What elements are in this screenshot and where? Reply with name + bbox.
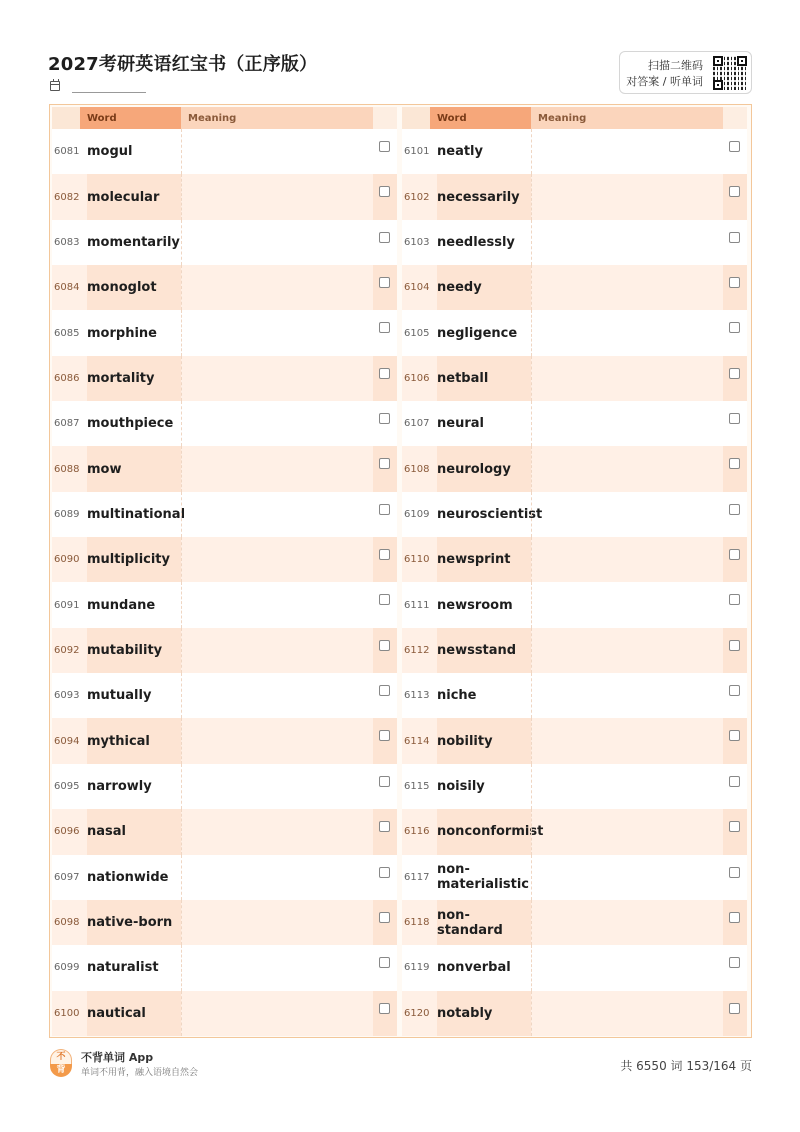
check-cell	[723, 900, 747, 945]
meaning-blank[interactable]	[531, 537, 723, 582]
word-text: mortality	[87, 356, 181, 401]
check-cell	[373, 446, 397, 491]
checkbox[interactable]	[379, 368, 390, 379]
check-cell	[723, 718, 747, 763]
word-text: newsstand	[437, 628, 531, 673]
table-row	[402, 401, 747, 446]
check-cell	[373, 356, 397, 401]
checkbox[interactable]	[379, 912, 390, 923]
checkbox[interactable]	[379, 821, 390, 832]
meaning-blank[interactable]	[181, 582, 373, 627]
app-logo	[50, 1049, 72, 1077]
checkbox[interactable]	[379, 413, 390, 424]
word-number: 6119	[404, 962, 430, 974]
word-text: molecular	[87, 174, 181, 219]
checkbox[interactable]	[379, 776, 390, 787]
check-cell	[373, 718, 397, 763]
left-rows	[52, 129, 397, 1036]
word-text: nationwide	[87, 869, 169, 885]
left-column	[52, 107, 397, 1036]
word-text: niche	[437, 688, 477, 704]
date-blank-line	[72, 92, 146, 93]
word-number: 6087	[54, 418, 80, 430]
word-text: notably	[437, 991, 531, 1036]
table-row	[52, 718, 397, 763]
meaning-blank[interactable]	[181, 900, 373, 945]
checkbox[interactable]	[379, 640, 390, 651]
word-number: 6096	[54, 826, 80, 838]
word-number: 6120	[404, 1007, 430, 1019]
check-cell	[373, 855, 397, 900]
word-number: 6088	[54, 463, 80, 475]
table-row	[402, 129, 747, 174]
table-row	[402, 900, 747, 945]
table-row	[52, 129, 397, 174]
table-row	[52, 628, 397, 673]
qr-text-line1: 扫描二维码	[648, 59, 703, 72]
word-number: 6097	[54, 871, 80, 883]
table-row	[402, 945, 747, 990]
word-number: 6112	[404, 644, 430, 656]
qr-code-icon[interactable]	[713, 56, 747, 90]
checkbox[interactable]	[729, 504, 740, 515]
word-number: 6107	[404, 418, 430, 430]
checkbox[interactable]	[729, 685, 740, 696]
meaning-blank[interactable]	[181, 310, 373, 355]
checkbox[interactable]	[379, 186, 390, 197]
meaning-blank[interactable]	[531, 628, 723, 673]
meaning-blank[interactable]	[531, 945, 723, 990]
table-header	[402, 107, 747, 129]
app-name: 不背单词 App	[81, 1051, 154, 1064]
word-number: 6104	[404, 282, 430, 294]
check-cell	[373, 310, 397, 355]
meaning-blank[interactable]	[181, 537, 373, 582]
checkbox[interactable]	[729, 594, 740, 605]
word-number: 6093	[54, 690, 80, 702]
word-text: non-standard	[437, 900, 531, 945]
checkbox[interactable]	[729, 277, 740, 288]
word-number: 6114	[404, 735, 430, 747]
checkbox[interactable]	[379, 867, 390, 878]
checkbox[interactable]	[729, 549, 740, 560]
word-text: nobility	[437, 718, 531, 763]
meaning-blank[interactable]	[531, 446, 723, 491]
table-row	[52, 310, 397, 355]
meaning-blank[interactable]	[181, 718, 373, 763]
table-row	[402, 809, 747, 854]
word-text: newsroom	[437, 597, 513, 613]
checkbox[interactable]	[729, 141, 740, 152]
meaning-blank[interactable]	[181, 673, 373, 718]
meaning-blank[interactable]	[531, 356, 723, 401]
header-check-cell	[373, 107, 397, 129]
table-row	[402, 265, 747, 310]
checkbox[interactable]	[379, 957, 390, 968]
checkbox[interactable]	[379, 1003, 390, 1014]
checkbox[interactable]	[379, 232, 390, 243]
word-number: 6098	[54, 917, 80, 929]
checkbox[interactable]	[729, 458, 740, 469]
meaning-blank[interactable]	[531, 718, 723, 763]
checkbox[interactable]	[379, 504, 390, 515]
meaning-blank[interactable]	[181, 809, 373, 854]
table-row	[52, 855, 397, 900]
table-row	[402, 310, 747, 355]
word-text: mogul	[87, 144, 133, 160]
checkbox[interactable]	[379, 458, 390, 469]
meaning-blank[interactable]	[181, 129, 373, 174]
checkbox[interactable]	[379, 730, 390, 741]
check-cell	[723, 855, 747, 900]
table-row	[52, 356, 397, 401]
word-number: 6110	[404, 554, 430, 566]
word-table	[49, 104, 752, 1038]
meaning-blank[interactable]	[181, 945, 373, 990]
word-text: necessarily	[437, 174, 531, 219]
table-row	[52, 492, 397, 537]
check-cell	[723, 174, 747, 219]
checkbox[interactable]	[729, 413, 740, 424]
table-row	[402, 220, 747, 265]
check-cell	[723, 673, 747, 718]
calendar-icon	[50, 81, 60, 91]
meaning-blank[interactable]	[531, 809, 723, 854]
qr-instructions	[626, 58, 703, 90]
checkbox[interactable]	[729, 821, 740, 832]
check-cell	[723, 401, 747, 446]
word-text: nautical	[87, 991, 181, 1036]
word-number: 6091	[54, 599, 80, 611]
table-row	[52, 537, 397, 582]
word-number: 6094	[54, 735, 80, 747]
word-number: 6105	[404, 327, 430, 339]
checkbox[interactable]	[729, 1003, 740, 1014]
page-title: 2027考研英语红宝书（正序版）	[48, 54, 318, 75]
qr-finder	[737, 56, 747, 66]
check-cell	[373, 129, 397, 174]
word-number: 6084	[54, 282, 80, 294]
word-number: 6117	[404, 871, 430, 883]
meaning-blank[interactable]	[531, 991, 723, 1036]
table-row	[402, 537, 747, 582]
header-check-cell	[723, 107, 747, 129]
table-row	[402, 356, 747, 401]
check-cell	[723, 764, 747, 809]
checkbox[interactable]	[729, 730, 740, 741]
word-number: 6086	[54, 372, 80, 384]
checkbox[interactable]	[729, 322, 740, 333]
meaning-blank[interactable]	[181, 446, 373, 491]
check-cell	[373, 401, 397, 446]
check-cell	[373, 900, 397, 945]
word-text: mow	[87, 446, 181, 491]
word-number: 6101	[404, 146, 430, 158]
word-text: neatly	[437, 144, 483, 160]
word-text: naturalist	[87, 960, 159, 976]
meaning-blank[interactable]	[181, 174, 373, 219]
word-text: non-materialistic	[437, 862, 530, 893]
word-text: momentarily	[87, 234, 180, 250]
word-number: 6113	[404, 690, 430, 702]
meaning-blank[interactable]	[181, 265, 373, 310]
meaning-blank[interactable]	[181, 628, 373, 673]
table-row	[52, 900, 397, 945]
checkbox[interactable]	[379, 594, 390, 605]
meaning-blank[interactable]	[181, 764, 373, 809]
checkbox[interactable]	[729, 368, 740, 379]
word-number: 6085	[54, 327, 80, 339]
check-cell	[373, 265, 397, 310]
check-cell	[373, 537, 397, 582]
header-num-cell	[52, 107, 80, 129]
word-text: mythical	[87, 718, 181, 763]
check-cell	[723, 220, 747, 265]
word-number: 6118	[404, 917, 430, 929]
qr-finder	[713, 80, 723, 90]
meaning-blank[interactable]	[531, 855, 723, 900]
word-text: mundane	[87, 597, 156, 613]
meaning-blank[interactable]	[181, 401, 373, 446]
table-row	[52, 673, 397, 718]
word-text: narrowly	[87, 778, 152, 794]
checkbox[interactable]	[729, 957, 740, 968]
table-row	[52, 220, 397, 265]
meaning-blank[interactable]	[531, 310, 723, 355]
check-cell	[373, 628, 397, 673]
word-text: neurology	[437, 446, 531, 491]
check-cell	[373, 945, 397, 990]
word-text: needy	[437, 265, 531, 310]
word-number: 6082	[54, 191, 80, 203]
checkbox[interactable]	[729, 912, 740, 923]
word-number: 6115	[404, 780, 430, 792]
word-text: morphine	[87, 325, 157, 341]
check-cell	[373, 492, 397, 537]
check-cell	[723, 945, 747, 990]
table-row	[402, 718, 747, 763]
word-text: needlessly	[437, 234, 515, 250]
right-column	[402, 107, 747, 1036]
table-row	[52, 446, 397, 491]
check-cell	[373, 991, 397, 1036]
table-header	[52, 107, 397, 129]
word-text: native-born	[87, 900, 181, 945]
check-cell	[723, 265, 747, 310]
check-cell	[723, 356, 747, 401]
check-cell	[373, 582, 397, 627]
app-slogan: 单词不用背，融入语境自然会	[81, 1068, 199, 1078]
word-number: 6111	[404, 599, 430, 611]
word-text: mutability	[87, 628, 181, 673]
word-text: netball	[437, 356, 531, 401]
table-row	[402, 582, 747, 627]
table-row	[52, 809, 397, 854]
meaning-blank[interactable]	[531, 900, 723, 945]
word-number: 6100	[54, 1007, 80, 1019]
word-text: negligence	[437, 325, 518, 341]
checkbox[interactable]	[729, 640, 740, 651]
checkbox[interactable]	[379, 322, 390, 333]
word-number: 6095	[54, 780, 80, 792]
check-cell	[373, 220, 397, 265]
word-text: nonconformist	[437, 809, 531, 854]
word-number: 6109	[404, 508, 430, 520]
word-number: 6108	[404, 463, 430, 475]
table-row	[402, 492, 747, 537]
logo-bottom: 背	[50, 1064, 72, 1077]
meaning-blank[interactable]	[181, 991, 373, 1036]
meaning-blank[interactable]	[181, 356, 373, 401]
header-num-cell	[402, 107, 430, 129]
right-rows	[402, 129, 747, 1036]
table-row	[402, 764, 747, 809]
meaning-blank[interactable]	[531, 265, 723, 310]
checkbox[interactable]	[379, 549, 390, 560]
check-cell	[373, 809, 397, 854]
word-number: 6092	[54, 644, 80, 656]
word-number: 6103	[404, 236, 430, 248]
word-number: 6081	[54, 146, 80, 158]
meaning-blank[interactable]	[531, 129, 723, 174]
word-number: 6099	[54, 962, 80, 974]
header-word: Word	[80, 107, 181, 129]
check-cell	[723, 582, 747, 627]
table-row	[52, 265, 397, 310]
word-text: neuroscientist	[437, 506, 543, 522]
check-cell	[723, 310, 747, 355]
header-meaning: Meaning	[181, 107, 373, 129]
word-number: 6083	[54, 236, 80, 248]
table-row	[402, 673, 747, 718]
table-row	[402, 628, 747, 673]
table-row	[52, 174, 397, 219]
meaning-blank[interactable]	[181, 220, 373, 265]
table-row	[402, 174, 747, 219]
word-text: neural	[437, 416, 484, 432]
meaning-blank[interactable]	[531, 174, 723, 219]
word-text: monoglot	[87, 265, 181, 310]
table-row	[52, 991, 397, 1036]
qr-finder	[713, 56, 723, 66]
word-text: mutually	[87, 688, 152, 704]
word-number: 6116	[404, 826, 430, 838]
table-row	[52, 401, 397, 446]
word-text: nasal	[87, 809, 181, 854]
word-number: 6089	[54, 508, 80, 520]
meaning-blank[interactable]	[531, 764, 723, 809]
check-cell	[723, 492, 747, 537]
checkbox[interactable]	[379, 141, 390, 152]
check-cell	[723, 129, 747, 174]
qr-text-line2: 对答案 / 听单词	[626, 75, 703, 88]
word-number: 6106	[404, 372, 430, 384]
meaning-blank[interactable]	[531, 582, 723, 627]
word-text: multinational	[87, 506, 186, 522]
checkbox[interactable]	[379, 277, 390, 288]
meaning-blank[interactable]	[531, 492, 723, 537]
check-cell	[723, 991, 747, 1036]
qr-panel[interactable]	[619, 51, 752, 94]
check-cell	[723, 809, 747, 854]
table-row	[52, 764, 397, 809]
word-number: 6102	[404, 191, 430, 203]
check-cell	[373, 673, 397, 718]
check-cell	[723, 628, 747, 673]
table-row	[52, 582, 397, 627]
table-row	[402, 855, 747, 900]
logo-top: 不	[50, 1049, 72, 1064]
table-row	[402, 991, 747, 1036]
check-cell	[723, 537, 747, 582]
checkbox[interactable]	[729, 232, 740, 243]
table-row	[52, 945, 397, 990]
word-number: 6090	[54, 554, 80, 566]
meaning-blank[interactable]	[181, 855, 373, 900]
page-info: 共 6550 词 153/164 页	[620, 1059, 752, 1073]
meaning-blank[interactable]	[531, 401, 723, 446]
word-text: mouthpiece	[87, 416, 174, 432]
header-meaning: Meaning	[531, 107, 723, 129]
table-row	[402, 446, 747, 491]
checkbox[interactable]	[729, 776, 740, 787]
word-text: multiplicity	[87, 537, 181, 582]
check-cell	[373, 764, 397, 809]
word-text: noisily	[437, 778, 485, 794]
date-field	[50, 80, 150, 94]
check-cell	[373, 174, 397, 219]
checkbox[interactable]	[379, 685, 390, 696]
checkbox[interactable]	[729, 867, 740, 878]
check-cell	[723, 446, 747, 491]
header-word: Word	[430, 107, 531, 129]
word-text: newsprint	[437, 537, 531, 582]
meaning-blank[interactable]	[531, 220, 723, 265]
word-text: nonverbal	[437, 960, 511, 976]
checkbox[interactable]	[729, 186, 740, 197]
meaning-blank[interactable]	[181, 492, 373, 537]
meaning-blank[interactable]	[531, 673, 723, 718]
